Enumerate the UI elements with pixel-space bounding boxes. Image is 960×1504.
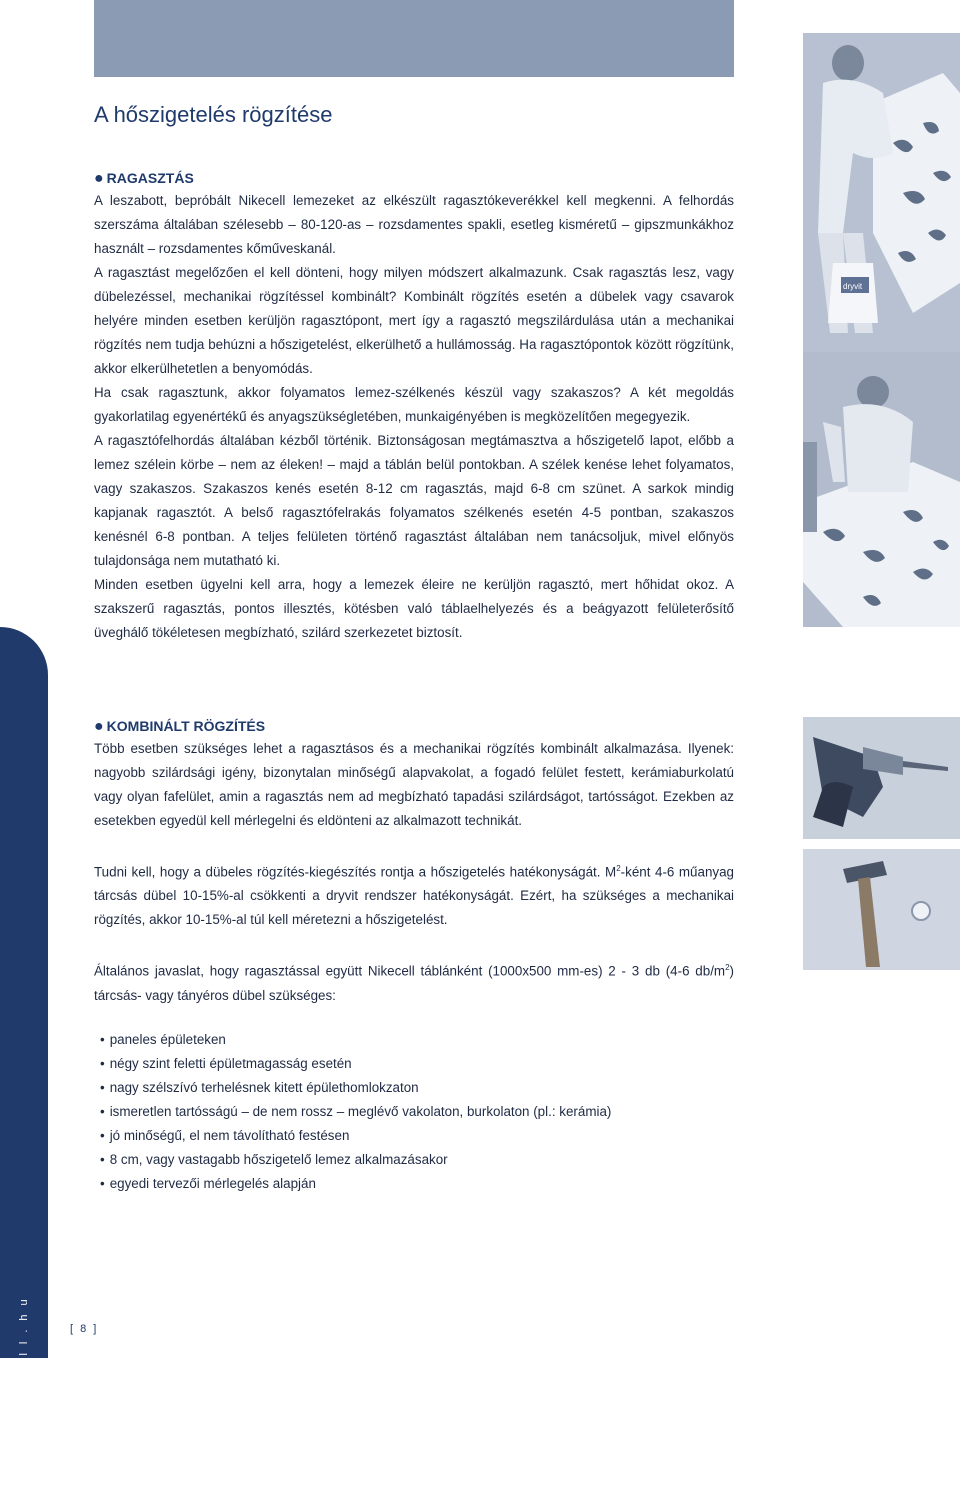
bullet-icon: ● (94, 170, 104, 187)
list-item: • ismeretlen tartósságú – de nem rossz – meglévő vakolaton, burkolaton (pl.: kerámia) (100, 1100, 740, 1124)
list-item: • jó minőségű, el nem távolítható festésen (100, 1124, 740, 1148)
photo-hammer-dowel (803, 849, 960, 970)
header-bar (94, 0, 734, 77)
section-heading: ● KOMBINÁLT RÖGZÍTÉS (94, 718, 266, 735)
list-item: • paneles épületeken (100, 1028, 740, 1052)
page-title: A hőszigetelés rögzítése (94, 102, 333, 127)
paragraph: A ragasztófelhordás általában kézből történik. Biztonságosan megtámasztva a hőszigetelő lapot, előbb a lemez szélein körbe – nem az éleken! – majd a táblán belül pontokban. A szélek kenése lehet folyamatos, vagy szakaszos. Szakaszos kenés esetén 8-12 cm ragasztás, majd 6-8 cm szünet. A sarkok mindig kapjanak ragasztót. A belső ragasztófelrakás folyamatos szélkenés esetén 4-5 pontban, szakaszos kenésnél 6-8 pontban. A teljes felületen történő ragasztást általában nem tanácsoljuk, mivel előnyös tulajdonsága nem mutatható ki. (94, 433, 734, 568)
list-item: • nagy szélszívó terhelésnek kitett épülethomlokzaton (100, 1076, 740, 1100)
bullet-icon: ● (94, 718, 104, 735)
list-item: • 8 cm, vagy vastagabb hőszigetelő lemez alkalmazásakor (100, 1148, 740, 1172)
bullet-list (100, 1028, 740, 1196)
paragraph: Több esetben szükséges lehet a ragasztásos és a mechanikai rögzítés kombinált alkalmazása. Ilyenek: nagyobb szilárdsági igény, bizonytalan minőségű alapvakolat, a fogadó felület festett, kerámiaburkolatú vagy olyan fafelület, amin a ragasztás nem ad megbízható tapadási szilárdságot, tartósságot. Ezekben az esetekben egyedül kell mérlegelni és eldönteni az alkalmazott technikát. (94, 741, 734, 828)
page-number: [ 8 ] (70, 1323, 99, 1335)
bucket-label: dryvit (843, 282, 863, 291)
paragraph: A leszabott, bepróbált Nikecell lemezeket az elkészült ragasztókeverékkel kell megkenni. A felhordás szerszáma általában szélesebb – 80-120-as – rozsdamentes spakli, esetleg kisméretű – gipszmunkákhoz használt – rozsdamentes kőműveskanál. (94, 193, 734, 256)
list-item: • négy szint feletti épületmagasság esetén (100, 1052, 740, 1076)
photo-drill (803, 717, 960, 839)
paragraph: Tudni kell, hogy a dübeles rögzítés-kiegészítés rontja a hőszigetelés hatékonyságát. $M^2$-ként 4-6 műanyag tárcsás dübel 10-15%-al csökkenti a dryvit rendszer hatékonyságát. Ezért, ha szükséges a mechanikai rögzítés, akkor 10-15%-al túl kell méretezni a hőszigetelést. (94, 864, 734, 928)
list-item: • egyedi tervezői mérlegelés alapján (100, 1172, 740, 1196)
section-kombinalt (94, 716, 734, 1008)
photo-spreading-adhesive (803, 352, 960, 627)
website-label: www.nikecell.hu (18, 1290, 30, 1504)
paragraph: Minden esetben ügyelni kell arra, hogy a lemezek éleire ne kerüljön ragasztó, mert hőhidat okoz. A szakszerű ragasztás, pontos illesztés, kötésben való táblaelhelyezés és a beágyazott felületerősítő üveghálő tökéletesen megbízható, szilárd szerkezetet biztosít. (94, 577, 734, 640)
photo-applying-adhesive (803, 33, 960, 363)
section-ragasztas (94, 168, 734, 645)
paragraph: A ragasztást megelőzően el kell dönteni, hogy milyen módszert alkalmazunk. Csak ragasztás lesz, vagy dübelezéssel, mechanikai rögzítéssel kombinált? Kombinált rögzítés esetén a dübelek vagy csavarok helyére minden esetben kerüljön ragasztópont, mert így a ragasztó megszilárdulása után a mechanikai rögzítés nem tudja behúzni a hőszigetelést, elkerülhető a hullámosság. Ha ragasztópontok között rögzítünk, akkor elkerülhetetlen a benyomódás. (94, 265, 734, 376)
paragraph: Általános javaslat, hogy ragasztással együtt Nikecell táblánként (1000x500 mm-es) 2 - 3 db (4-6 $db/m^2$) tárcsás- vagy tányéros dübel szükséges: (94, 963, 734, 1003)
section-heading: ● RAGASZTÁS (94, 170, 194, 187)
paragraph: Ha csak ragasztunk, akkor folyamatos lemez-szélkenés készül vagy szakaszos? A két megoldás gyakorlatilag egyenértékű és anyagszükségletében, munkaigényében is megközelítően megegyezik. (94, 385, 734, 424)
side-band (0, 627, 48, 1504)
